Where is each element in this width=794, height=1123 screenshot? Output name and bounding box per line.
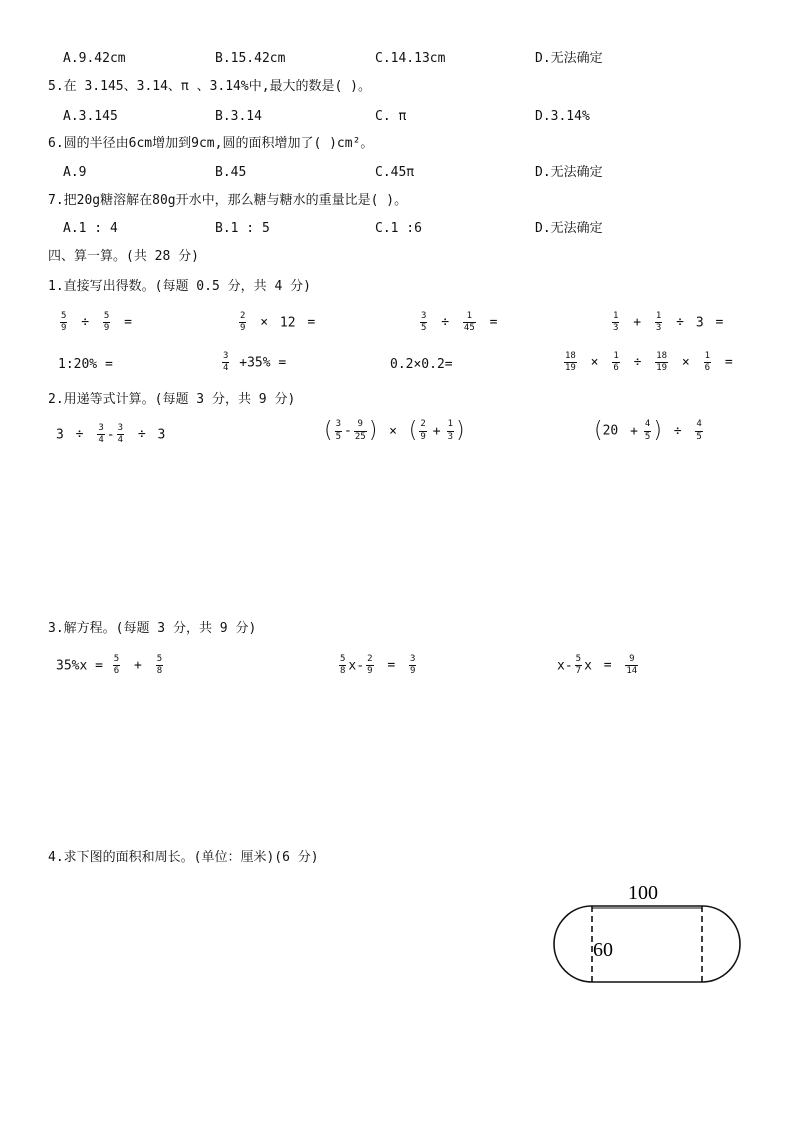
- q5-option-b: B.3.14: [215, 109, 262, 124]
- problem-1-6: $\frac{3}{4}$ +35% =: [223, 351, 287, 374]
- problem-2-3: (20 + $\frac{4}{5}$ ) ÷ $\frac{4}{5}$: [594, 418, 702, 443]
- fraction: $\frac{1}{3}$: [613, 311, 619, 334]
- fraction: $\frac{3}{4}$: [98, 423, 104, 446]
- fraction: $\frac{3}{4}$: [223, 351, 229, 374]
- fraction: $\frac{18}{19}$: [565, 351, 576, 374]
- q4-option-c: C.14.13cm: [375, 51, 446, 66]
- problem-1-8: $\frac{18}{19}$ × $\frac{1}{6}$ ÷ $\frac{18}{19}$ × $\frac{1}{6}$ =: [565, 351, 733, 374]
- fraction: $\frac{5}{8}$: [156, 654, 163, 677]
- fraction: $\frac{2}{9}$: [420, 419, 426, 442]
- q6-option-a: A.9: [63, 165, 87, 180]
- fraction: $\frac{9}{25}$: [354, 419, 366, 442]
- q7-option-b: B.1 : 5: [215, 221, 270, 236]
- fraction: $\frac{1}{3}$: [447, 419, 454, 442]
- q4-option-b: B.15.42cm: [215, 51, 286, 66]
- fraction: $\frac{5}{6}$: [113, 654, 120, 677]
- problem-1-7: 0.2×0.2=: [390, 357, 453, 372]
- fraction: $\frac{1}{45}$: [463, 311, 475, 334]
- fraction: $\frac{3}{4}$: [117, 423, 123, 446]
- equation-1: 35%x = $\frac{5}{6}$ + $\frac{5}{8}$: [56, 654, 163, 677]
- fraction: $\frac{3}{9}$: [409, 654, 416, 677]
- fraction: $\frac{3}{5}$: [421, 311, 427, 334]
- part3-title: 3.解方程。(每题 3 分，共 9 分): [48, 621, 257, 636]
- problem-2-2: ( $\frac{3}{5}$ - $\frac{9}{25}$ ) × ( $\frac{2}{9}$ + $\frac{1}{3}$ ): [324, 418, 465, 443]
- q6-stem: 6.圆的半径由6cm增加到9cm,圆的面积增加了( )cm²。: [48, 136, 374, 151]
- fraction: $\frac{9}{14}$: [626, 654, 638, 677]
- equation-3: x- $\frac{5}{7}$ x = $\frac{9}{14}$: [557, 654, 638, 677]
- q6-option-b: B.45: [215, 165, 247, 180]
- fraction: $\frac{1}{3}$: [655, 311, 662, 334]
- problem-1-1: $\frac{5}{9}$ ÷ $\frac{5}{9}$ =: [61, 311, 132, 334]
- problem-1-5: 1:20% =: [58, 357, 113, 372]
- fraction: $\frac{5}{8}$: [340, 654, 346, 677]
- q5-option-d: D.3.14%: [535, 109, 590, 124]
- q7-option-c: C.1 :6: [375, 221, 422, 236]
- part2-title: 2.用递等式计算。(每题 3 分，共 9 分): [48, 392, 296, 407]
- q7-option-d: D.无法确定: [535, 221, 603, 236]
- problem-1-3: $\frac{3}{5}$ ÷ $\frac{1}{45}$ =: [421, 311, 498, 334]
- q7-option-a: A.1 : 4: [63, 221, 118, 236]
- fraction: $\frac{5}{7}$: [575, 654, 582, 677]
- q7-stem: 7.把20g糖溶解在80g开水中，那么糖与糖水的重量比是( )。: [48, 193, 408, 208]
- part4-title: 4.求下图的面积和周长。(单位：厘米)(6 分): [48, 850, 319, 865]
- stadium-outline: [554, 906, 740, 982]
- fraction: $\frac{4}{5}$: [644, 419, 651, 442]
- fraction: $\frac{3}{5}$: [335, 419, 342, 442]
- fraction: $\frac{2}{9}$: [367, 654, 373, 677]
- part1-title: 1.直接写出得数。(每题 0.5 分，共 4 分): [48, 279, 311, 294]
- q5-stem: 5.在 3.145、3.14、π 、3.14%中,最大的数是( )。: [48, 79, 372, 94]
- fraction: $\frac{4}{5}$: [696, 419, 702, 442]
- q6-option-d: D.无法确定: [535, 165, 603, 180]
- problem-1-4: $\frac{1}{3}$ + $\frac{1}{3}$ ÷ 3 =: [613, 311, 724, 334]
- q6-option-c: C.45π: [375, 165, 415, 180]
- fraction: $\frac{5}{9}$: [103, 311, 110, 334]
- problem-2-1: 3 ÷ $\frac{3}{4}$ - $\frac{3}{4}$ ÷ 3: [56, 423, 166, 446]
- fraction: $\frac{18}{19}$: [656, 351, 668, 374]
- fraction: $\frac{1}{6}$: [613, 351, 619, 374]
- q5-option-a: A.3.145: [63, 109, 118, 124]
- q4-option-d: D.无法确定: [535, 51, 603, 66]
- problem-1-2: $\frac{2}{9}$ × 12 =: [240, 311, 316, 334]
- length-label: 100: [628, 882, 658, 904]
- equation-2: $\frac{5}{8}$ x- $\frac{2}{9}$ = $\frac{3}{9}$: [340, 654, 416, 677]
- q4-option-a: A.9.42cm: [63, 51, 126, 66]
- q5-option-c: C. π: [375, 109, 407, 124]
- fraction: $\frac{5}{9}$: [61, 311, 67, 334]
- fraction: $\frac{2}{9}$: [240, 311, 246, 334]
- section-4-title: 四、算一算。(共 28 分): [48, 249, 199, 264]
- stadium-figure: [548, 878, 748, 990]
- width-label: 60: [593, 939, 613, 961]
- fraction: $\frac{1}{6}$: [704, 351, 710, 374]
